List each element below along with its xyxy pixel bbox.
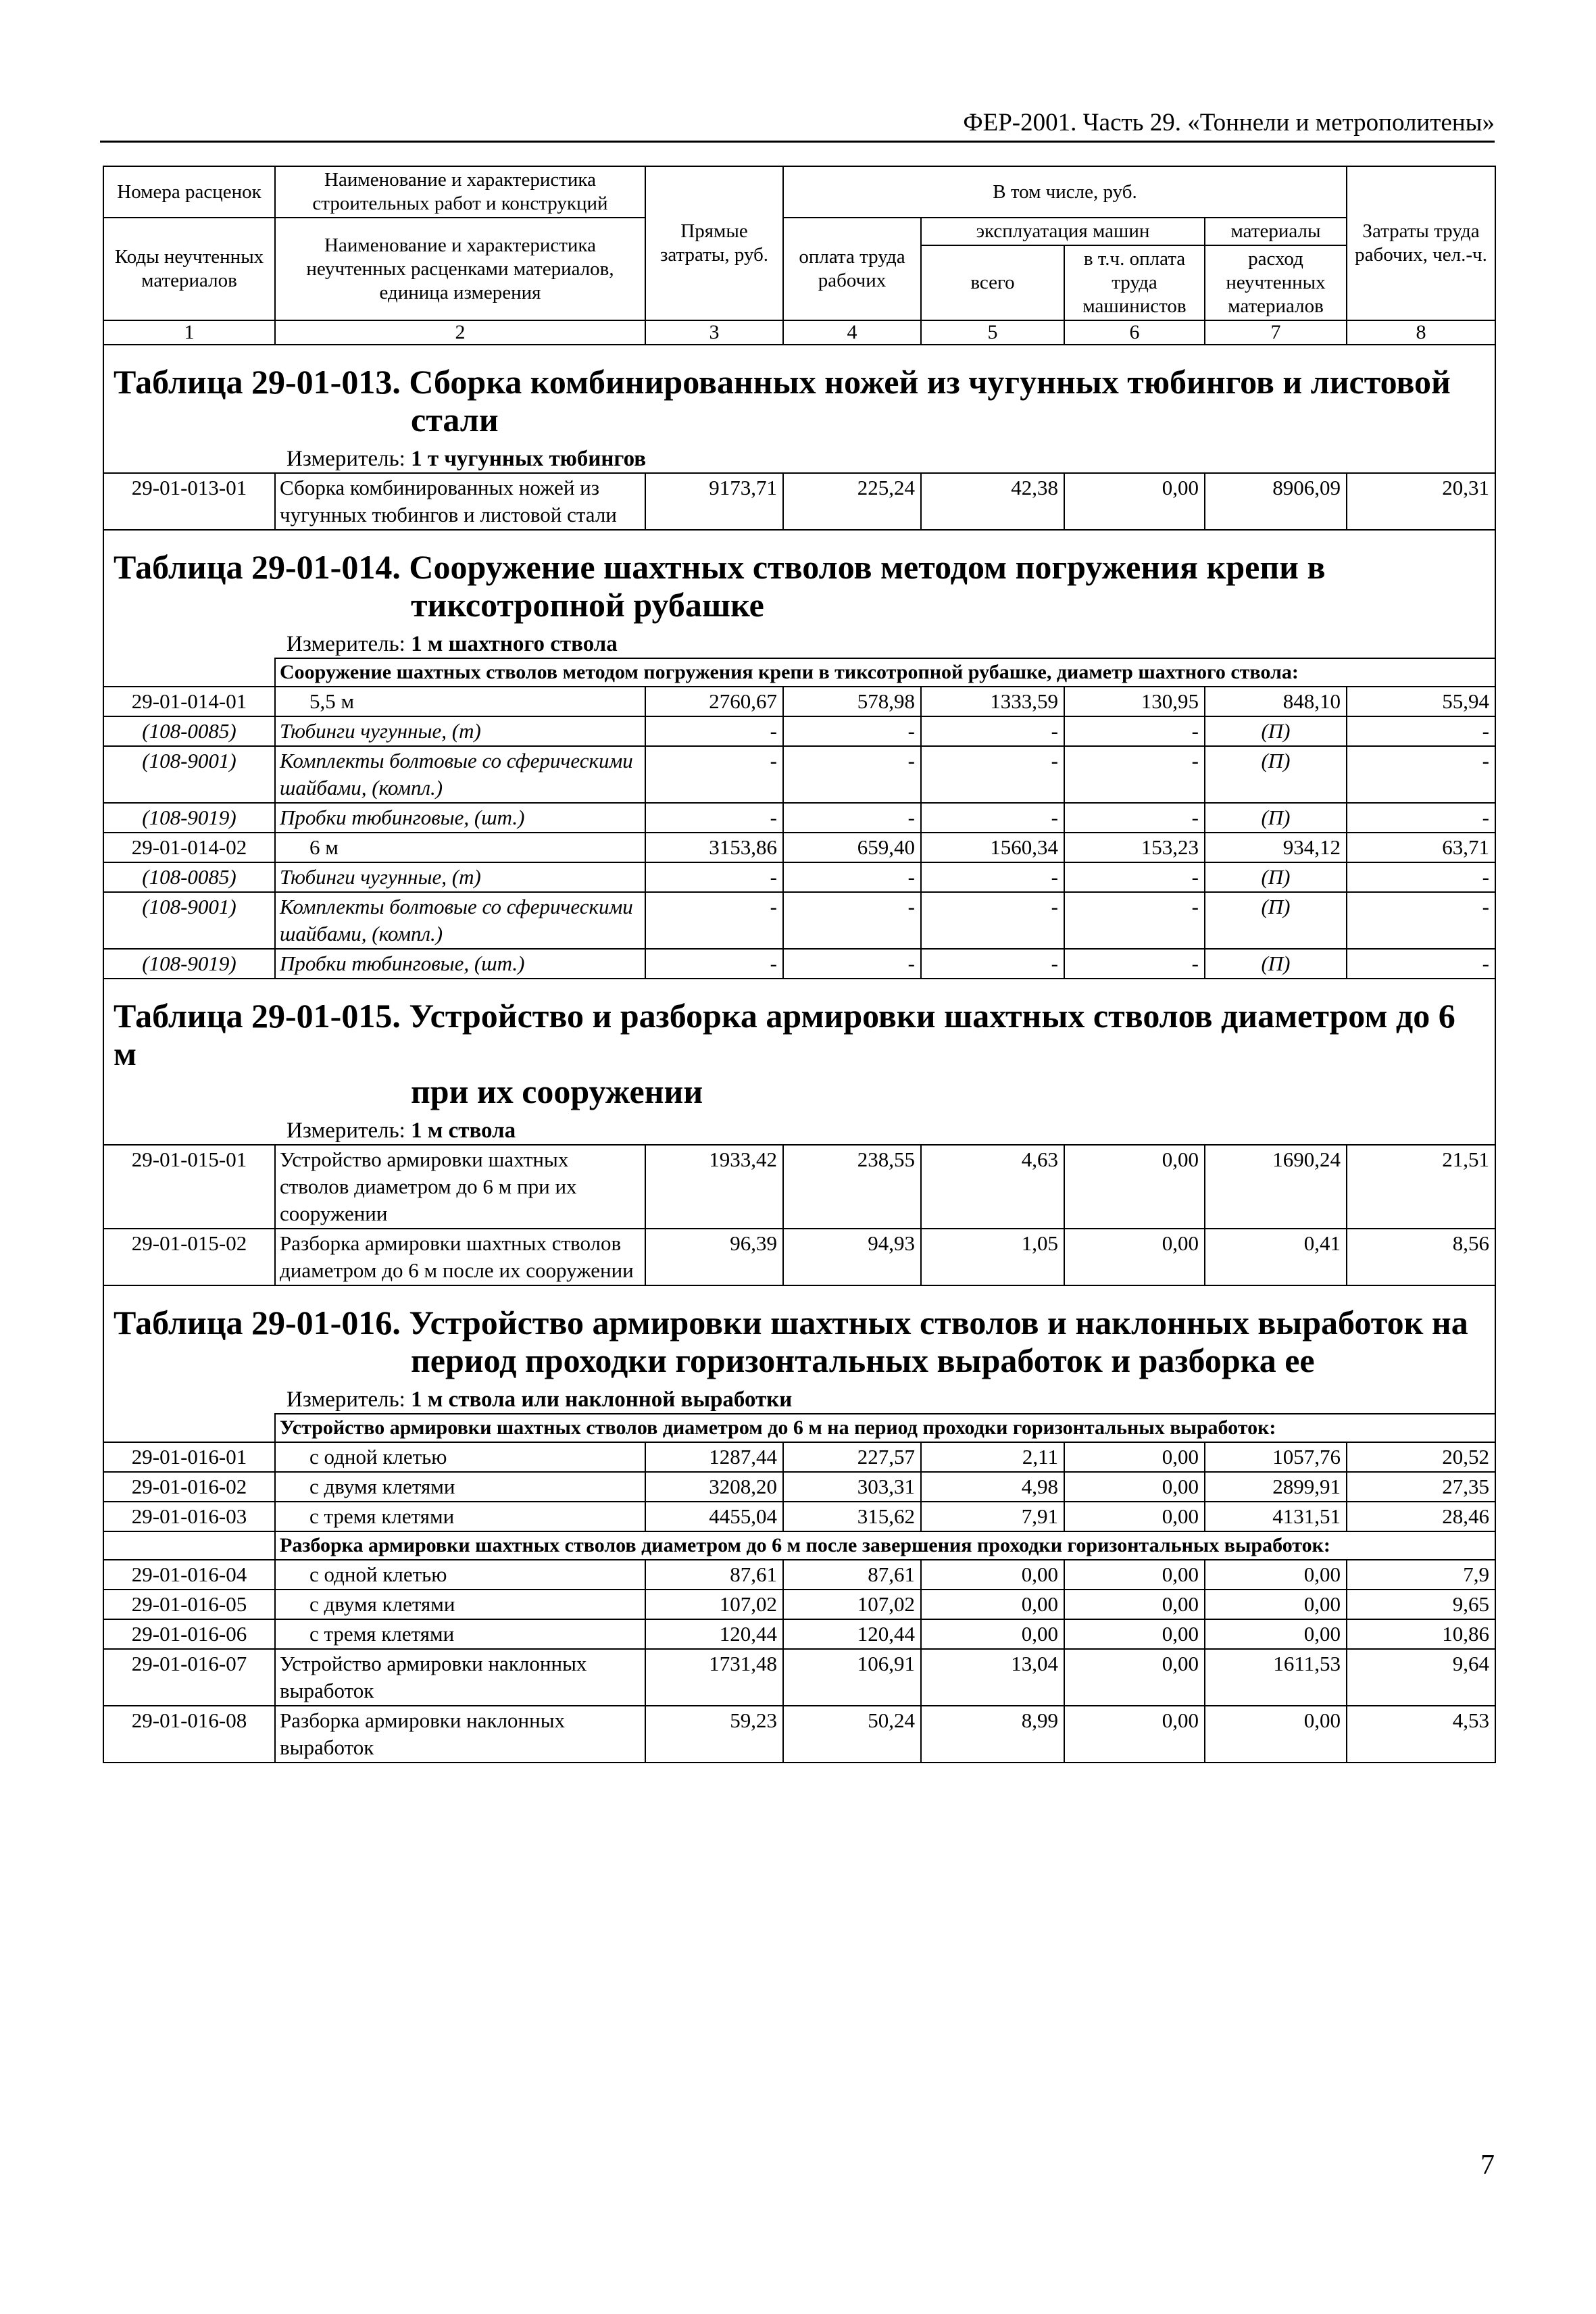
row-name: Сборка комбинированных ножей из чугунных тюбингов и листовой стали <box>275 473 645 530</box>
table-row <box>103 1145 1495 1229</box>
table-row <box>103 1502 1495 1531</box>
cell-labor-pay: - <box>783 746 921 803</box>
row-code: (108-0085) <box>103 716 275 746</box>
cell-labor-pay: 227,57 <box>783 1442 921 1472</box>
header-index-row <box>103 320 1495 345</box>
cell-machines: 1,05 <box>921 1229 1064 1285</box>
table-title-cont: тиксотропной рубашке <box>411 586 764 624</box>
table-row <box>103 1706 1495 1763</box>
row-name: Тюбинги чугунные, (т) <box>275 716 645 746</box>
cell-machines: - <box>921 862 1064 892</box>
row-code: (108-0085) <box>103 862 275 892</box>
cell-materials: 0,00 <box>1205 1560 1347 1590</box>
cell-direct: - <box>645 746 783 803</box>
section-title: Разборка армировки шахтных стволов диаметром до 6 м после завершения проходки горизонтальных выработок: <box>275 1531 1495 1560</box>
price-table <box>103 166 1496 1763</box>
cell-labor-pay: 50,24 <box>783 1706 921 1763</box>
row-name: с двумя клетями <box>275 1472 645 1502</box>
header-labor-pay: оплата труда рабочих <box>783 218 921 320</box>
cell-machines: 13,04 <box>921 1649 1064 1706</box>
table-row <box>103 1442 1495 1472</box>
cell-direct: 1287,44 <box>645 1442 783 1472</box>
cell-materials: 1611,53 <box>1205 1649 1347 1706</box>
cell-machinists: 0,00 <box>1064 1502 1205 1531</box>
cell-machinists: - <box>1064 716 1205 746</box>
table-013-unit <box>103 439 1495 473</box>
row-code: (108-9019) <box>103 949 275 979</box>
cell-direct: 1731,48 <box>645 1649 783 1706</box>
cell-direct: - <box>645 716 783 746</box>
table-row <box>103 473 1495 530</box>
row-name: Разборка армировки шахтных стволов диаметром до 6 м после их сооружении <box>275 1229 645 1285</box>
table-015-unit <box>103 1110 1495 1145</box>
table-title-cont: при их сооружении <box>411 1073 703 1110</box>
idx-7: 7 <box>1205 320 1347 345</box>
cell-direct: - <box>645 892 783 949</box>
row-code: (108-9019) <box>103 803 275 833</box>
cell-labor-cost: 27,35 <box>1347 1472 1495 1502</box>
cell-labor-pay: - <box>783 803 921 833</box>
unit-label: Измеритель: <box>286 632 405 656</box>
cell-machines: 0,00 <box>921 1590 1064 1619</box>
cell-direct: 4455,04 <box>645 1502 783 1531</box>
row-code: 29-01-016-01 <box>103 1442 275 1472</box>
table-row-material <box>103 862 1495 892</box>
row-name: Пробки тюбинговые, (шт.) <box>275 803 645 833</box>
header-materials-sub: расход неучтенных материалов <box>1205 245 1347 320</box>
cell-materials: 848,10 <box>1205 687 1347 716</box>
table-row <box>103 833 1495 862</box>
row-code: 29-01-016-02 <box>103 1472 275 1502</box>
cell-labor-pay: - <box>783 949 921 979</box>
row-code: 29-01-013-01 <box>103 473 275 530</box>
cell-machinists: 0,00 <box>1064 1472 1205 1502</box>
row-name: Разборка армировки наклонных выработок <box>275 1706 645 1763</box>
cell-materials: (П) <box>1205 892 1347 949</box>
cell-machines: - <box>921 716 1064 746</box>
row-code: 29-01-015-01 <box>103 1145 275 1229</box>
row-name: с одной клетью <box>275 1442 645 1472</box>
header-col1-bottom: Коды неучтенных материалов <box>103 218 275 320</box>
table-row-material <box>103 716 1495 746</box>
cell-labor-pay: 315,62 <box>783 1502 921 1531</box>
table-row <box>103 1472 1495 1502</box>
cell-labor-cost: 9,65 <box>1347 1590 1495 1619</box>
cell-labor-cost: - <box>1347 803 1495 833</box>
cell-machinists: - <box>1064 862 1205 892</box>
unit-label: Измеритель: <box>286 1118 405 1143</box>
table-row <box>103 1229 1495 1285</box>
cell-direct: 3208,20 <box>645 1472 783 1502</box>
cell-labor-cost: 9,64 <box>1347 1649 1495 1706</box>
row-name: с тремя клетями <box>275 1502 645 1531</box>
row-name: Тюбинги чугунные, (т) <box>275 862 645 892</box>
table-row <box>103 687 1495 716</box>
header-machinists-pay: в т.ч. оплата труда машинистов <box>1064 245 1205 320</box>
row-code: 29-01-016-05 <box>103 1590 275 1619</box>
cell-materials: 1690,24 <box>1205 1145 1347 1229</box>
table-row-material <box>103 803 1495 833</box>
cell-machinists: 0,00 <box>1064 1649 1205 1706</box>
cell-labor-pay: 94,93 <box>783 1229 921 1285</box>
cell-labor-pay: - <box>783 862 921 892</box>
row-name: 5,5 м <box>275 687 645 716</box>
cell-labor-cost: - <box>1347 892 1495 949</box>
row-code: 29-01-014-02 <box>103 833 275 862</box>
cell-labor-pay: 578,98 <box>783 687 921 716</box>
table-row <box>103 1560 1495 1590</box>
cell-materials: 1057,76 <box>1205 1442 1347 1472</box>
row-name: Пробки тюбинговые, (шт.) <box>275 949 645 979</box>
cell-machinists: 0,00 <box>1064 1590 1205 1619</box>
cell-materials: (П) <box>1205 746 1347 803</box>
cell-labor-cost: - <box>1347 746 1495 803</box>
table-row <box>103 1590 1495 1619</box>
header-col2-top: Наименование и характеристика строительных работ и конструкций <box>275 166 645 218</box>
page-number: 7 <box>1480 2150 1495 2181</box>
idx-8: 8 <box>1347 320 1495 345</box>
cell-labor-pay: 106,91 <box>783 1649 921 1706</box>
cell-labor-cost: 4,53 <box>1347 1706 1495 1763</box>
row-name: с одной клетью <box>275 1560 645 1590</box>
table-014-unit <box>103 624 1495 658</box>
header-machines-total: всего <box>921 245 1064 320</box>
cell-direct: 107,02 <box>645 1590 783 1619</box>
table-title-cont: период проходки горизонтальных выработок и разборка ее <box>411 1341 1315 1379</box>
row-name: с тремя клетями <box>275 1619 645 1649</box>
row-name: Комплекты болтовые со сферическими шайбами, (компл.) <box>275 892 645 949</box>
cell-labor-pay: - <box>783 892 921 949</box>
unit-value: 1 м шахтного ствола <box>411 632 618 656</box>
header-machines: эксплуатация машин <box>921 218 1205 245</box>
header-col1-top: Номера расценок <box>103 166 275 218</box>
cell-labor-pay: 87,61 <box>783 1560 921 1590</box>
cell-machines: 8,99 <box>921 1706 1064 1763</box>
table-row-material <box>103 892 1495 949</box>
cell-machines: - <box>921 746 1064 803</box>
row-code: 29-01-016-03 <box>103 1502 275 1531</box>
table-014-title <box>103 530 1495 624</box>
cell-machinists: - <box>1064 746 1205 803</box>
cell-direct: 2760,67 <box>645 687 783 716</box>
section-title: Устройство армировки шахтных стволов диаметром до 6 м на период проходки горизонтальных выработок: <box>275 1414 1495 1442</box>
running-title: ФЕР-2001. Часть 29. «Тоннели и метрополитены» <box>963 109 1495 137</box>
section-row <box>103 1531 1495 1560</box>
section-title: Сооружение шахтных стволов методом погружения крепи в тиксотропной рубашке, диаметр шахтного ствола: <box>275 658 1495 687</box>
cell-machines: 1560,34 <box>921 833 1064 862</box>
cell-labor-pay: 659,40 <box>783 833 921 862</box>
table-013-title <box>103 345 1495 439</box>
cell-direct: 96,39 <box>645 1229 783 1285</box>
unit-label: Измеритель: <box>286 447 405 471</box>
unit-value: 1 м ствола <box>411 1118 516 1143</box>
cell-labor-cost: 10,86 <box>1347 1619 1495 1649</box>
idx-4: 4 <box>783 320 921 345</box>
table-row <box>103 1649 1495 1706</box>
table-016-title <box>103 1285 1495 1379</box>
cell-labor-pay: 225,24 <box>783 473 921 530</box>
table-title: Таблица 29-01-013. Сборка комбинированных ножей из чугунных тюбингов и листовой <box>114 363 1451 401</box>
cell-materials: (П) <box>1205 716 1347 746</box>
cell-materials: 0,00 <box>1205 1619 1347 1649</box>
idx-2: 2 <box>275 320 645 345</box>
idx-3: 3 <box>645 320 783 345</box>
cell-machinists: 153,23 <box>1064 833 1205 862</box>
cell-machinists: 0,00 <box>1064 1619 1205 1649</box>
table-015-title <box>103 979 1495 1110</box>
cell-machinists: 0,00 <box>1064 1145 1205 1229</box>
cell-machinists: - <box>1064 892 1205 949</box>
cell-materials: 0,00 <box>1205 1590 1347 1619</box>
cell-labor-cost: 20,31 <box>1347 473 1495 530</box>
cell-direct: - <box>645 949 783 979</box>
table-title-cont: стали <box>411 401 499 439</box>
row-code: 29-01-015-02 <box>103 1229 275 1285</box>
table-row <box>103 1619 1495 1649</box>
cell-machines: 4,98 <box>921 1472 1064 1502</box>
idx-5: 5 <box>921 320 1064 345</box>
cell-materials: (П) <box>1205 803 1347 833</box>
idx-1: 1 <box>103 320 275 345</box>
unit-label: Измеритель: <box>286 1387 405 1412</box>
section-row <box>103 658 1495 687</box>
cell-direct: 120,44 <box>645 1619 783 1649</box>
row-name: с двумя клетями <box>275 1590 645 1619</box>
cell-machines: - <box>921 892 1064 949</box>
row-code: 29-01-016-07 <box>103 1649 275 1706</box>
cell-machinists: 0,00 <box>1064 1229 1205 1285</box>
cell-labor-cost: - <box>1347 949 1495 979</box>
cell-labor-pay: 238,55 <box>783 1145 921 1229</box>
cell-materials: 934,12 <box>1205 833 1347 862</box>
cell-direct: 1933,42 <box>645 1145 783 1229</box>
row-name: 6 м <box>275 833 645 862</box>
header-col2-bottom: Наименование и характеристика неучтенных расценками материалов, единица измерения <box>275 218 645 320</box>
cell-materials: (П) <box>1205 862 1347 892</box>
cell-machinists: 0,00 <box>1064 1442 1205 1472</box>
cell-labor-pay: 107,02 <box>783 1590 921 1619</box>
cell-machines: - <box>921 949 1064 979</box>
cell-machinists: - <box>1064 803 1205 833</box>
cell-labor-cost: - <box>1347 716 1495 746</box>
cell-machines: 7,91 <box>921 1502 1064 1531</box>
cell-materials: 0,41 <box>1205 1229 1347 1285</box>
table-row-material <box>103 949 1495 979</box>
row-name: Комплекты болтовые со сферическими шайбами, (компл.) <box>275 746 645 803</box>
cell-materials: 8906,09 <box>1205 473 1347 530</box>
cell-machinists: 0,00 <box>1064 1706 1205 1763</box>
header-labor-cost: Затраты труда рабочих, чел.-ч. <box>1347 166 1495 320</box>
header-row-1 <box>103 166 1495 218</box>
cell-labor-cost: 8,56 <box>1347 1229 1495 1285</box>
table-title: Таблица 29-01-015. Устройство и разборка армировки шахтных стволов диаметром до 6 м <box>114 997 1455 1073</box>
cell-machinists: - <box>1064 949 1205 979</box>
cell-labor-cost: 55,94 <box>1347 687 1495 716</box>
table-016-unit <box>103 1379 1495 1414</box>
cell-machinists: 0,00 <box>1064 1560 1205 1590</box>
row-name: Устройство армировки наклонных выработок <box>275 1649 645 1706</box>
cell-labor-cost: - <box>1347 862 1495 892</box>
row-name: Устройство армировки шахтных стволов диаметром до 6 м при их сооружении <box>275 1145 645 1229</box>
cell-direct: 9173,71 <box>645 473 783 530</box>
section-row <box>103 1414 1495 1442</box>
unit-value: 1 т чугунных тюбингов <box>411 447 647 471</box>
cell-direct: - <box>645 803 783 833</box>
cell-materials: 2899,91 <box>1205 1472 1347 1502</box>
cell-direct: 87,61 <box>645 1560 783 1590</box>
cell-labor-pay: 303,31 <box>783 1472 921 1502</box>
cell-machinists: 0,00 <box>1064 473 1205 530</box>
cell-labor-pay: - <box>783 716 921 746</box>
cell-machines: 0,00 <box>921 1619 1064 1649</box>
row-code: 29-01-016-06 <box>103 1619 275 1649</box>
cell-machinists: 130,95 <box>1064 687 1205 716</box>
cell-materials: 4131,51 <box>1205 1502 1347 1531</box>
cell-machines: 0,00 <box>921 1560 1064 1590</box>
table-title: Таблица 29-01-016. Устройство армировки шахтных стволов и наклонных выработок на <box>114 1304 1468 1341</box>
table-title: Таблица 29-01-014. Сооружение шахтных стволов методом погружения крепи в <box>114 548 1326 586</box>
cell-labor-cost: 28,46 <box>1347 1502 1495 1531</box>
cell-machines: 42,38 <box>921 473 1064 530</box>
unit-value: 1 м ствола или наклонной выработки <box>411 1387 793 1412</box>
cell-labor-cost: 63,71 <box>1347 833 1495 862</box>
row-code: 29-01-014-01 <box>103 687 275 716</box>
cell-materials: 0,00 <box>1205 1706 1347 1763</box>
header-rule <box>100 141 1495 143</box>
row-code: 29-01-016-04 <box>103 1560 275 1590</box>
header-materials: материалы <box>1205 218 1347 245</box>
cell-labor-cost: 7,9 <box>1347 1560 1495 1590</box>
cell-materials: (П) <box>1205 949 1347 979</box>
cell-labor-pay: 120,44 <box>783 1619 921 1649</box>
idx-6: 6 <box>1064 320 1205 345</box>
cell-labor-cost: 21,51 <box>1347 1145 1495 1229</box>
cell-direct: 3153,86 <box>645 833 783 862</box>
cell-direct: - <box>645 862 783 892</box>
row-code: (108-9001) <box>103 746 275 803</box>
header-in-total: В том числе, руб. <box>783 166 1347 218</box>
cell-machines: - <box>921 803 1064 833</box>
header-row-2 <box>103 218 1495 245</box>
table-row-material <box>103 746 1495 803</box>
cell-labor-cost: 20,52 <box>1347 1442 1495 1472</box>
cell-machines: 4,63 <box>921 1145 1064 1229</box>
cell-machines: 1333,59 <box>921 687 1064 716</box>
row-code: (108-9001) <box>103 892 275 949</box>
cell-direct: 59,23 <box>645 1706 783 1763</box>
header-col3: Прямые затраты, руб. <box>645 166 783 320</box>
row-code: 29-01-016-08 <box>103 1706 275 1763</box>
cell-machines: 2,11 <box>921 1442 1064 1472</box>
